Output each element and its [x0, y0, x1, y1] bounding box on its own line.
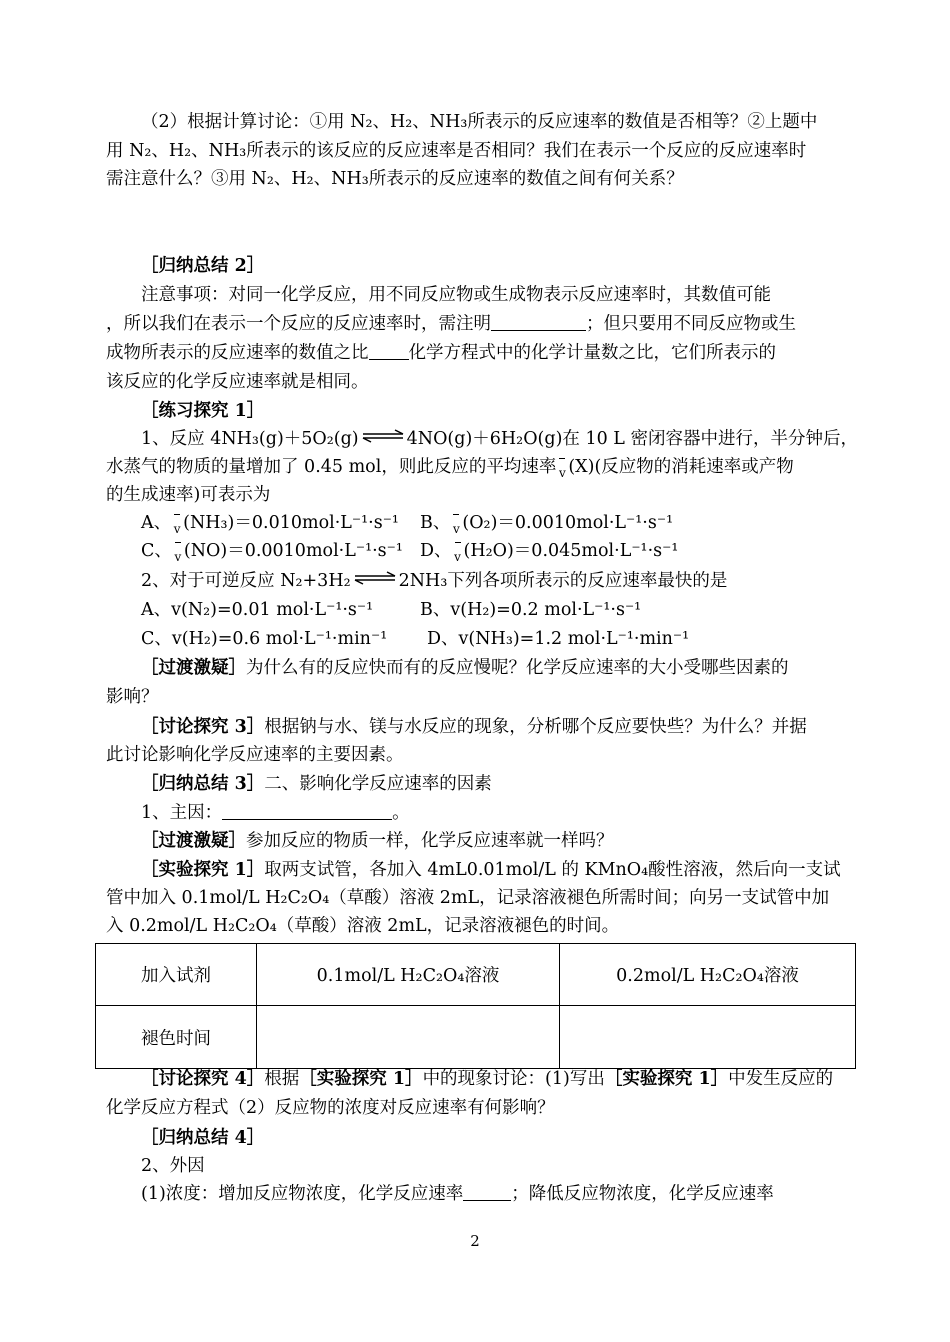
discussion-2-line-2: 用 N₂、H₂、NH₃所表示的该反应的反应速率是否相同？我们在表示一个反应的反应速率时	[106, 141, 807, 161]
practice-q1-products: 4NO(g)＋6H₂O(g)在 10 L 密闭容器中进行，半分钟后，	[406, 429, 858, 449]
discussion-3-text: 根据钠与水、镁与水反应的现象，分析哪个反应要快些？为什么？并据	[264, 717, 807, 737]
discussion-4-text: 根据	[264, 1069, 300, 1089]
summary-2-text-b: ；但只要用不同反应物或生	[586, 314, 796, 334]
summary-4-heading: ［归纳总结 4］	[141, 1128, 265, 1148]
equilibrium-arrow-icon	[359, 429, 407, 443]
summary-2-heading: ［归纳总结 2］	[141, 256, 265, 276]
discussion-2-line-1: （2）根据计算讨论：①用 N₂、H₂、NH₃所表示的反应速率的数值是否相等？②上题中	[141, 112, 818, 132]
experiment-reference: ［实验探究 1］	[604, 1069, 729, 1089]
summary-2-line-4: 该反应的化学反应速率就是相同。	[106, 372, 369, 392]
practice-q1-line-3: 的生成速率)可表示为	[106, 485, 271, 505]
transition-2-heading: ［过渡激疑］	[141, 831, 246, 851]
transition-1-heading: ［过渡激疑］	[141, 658, 246, 678]
main-cause-end: 。	[392, 803, 410, 823]
discussion-2-line-3: 需注意什么？③用 N₂、H₂、NH₃所表示的反应速率的数值之间有何关系？	[106, 169, 684, 189]
summary-2-line-2	[106, 311, 846, 337]
practice-q1-reactants: 1、反应 4NH₃(g)＋5O₂(g)	[141, 429, 359, 449]
option-b: (O₂)＝0.0010mol·L⁻¹·s⁻¹	[462, 513, 674, 533]
practice-q2-reactants: 2、对于可逆反应 N₂+3H₂	[141, 571, 351, 591]
answer-blank[interactable]	[491, 312, 586, 331]
option-a-label: A、	[141, 513, 172, 533]
experiment-reference: ［实验探究 1］	[299, 1069, 423, 1089]
transition-2-line	[141, 828, 881, 854]
discussion-3-heading: ［讨论探究 3］	[141, 717, 265, 737]
answer-blank[interactable]	[463, 1182, 511, 1201]
table-cell[interactable]	[257, 1006, 560, 1069]
summary-2-line-1: 注意事项：对同一化学反应，用不同反应物或生成物表示反应速率时，其数值可能	[141, 285, 771, 305]
q2-option-b: B、v(H₂)=0.2 mol·L⁻¹·s⁻¹	[420, 600, 642, 620]
main-cause-label: 1、主因：	[141, 803, 223, 823]
practice-1-heading: ［练习探究 1］	[141, 401, 265, 421]
summary-2-text-d: 化学方程式中的化学计量数之比，它们所表示的	[408, 343, 776, 363]
discussion-4-line-2: 化学反应方程式（2）反应物的浓度对反应速率有何影响？	[106, 1098, 555, 1118]
discussion-4-heading: ［讨论探究 4］	[141, 1069, 265, 1089]
option-b-label: B、	[420, 513, 451, 533]
concentration-text: (1)浓度：增加反应物浓度，化学反应速率	[141, 1184, 464, 1204]
summary-2-text-a: ，所以我们在表示一个反应的反应速率时，需注明	[106, 314, 491, 334]
concentration-text-2: ；降低反应物浓度，化学反应速率	[511, 1184, 774, 1204]
experiment-1-line-2: 管中加入 0.1mol/L H₂C₂O₄（草酸）溶液 2mL，记录溶液褪色所需时间；向另一支试管中加	[106, 888, 830, 908]
page-number: 2	[470, 1232, 480, 1250]
v-bar-symbol: v	[172, 544, 184, 570]
practice-q1-text-2: (X)(反应物的消耗速率或产物	[568, 457, 794, 477]
summary-2-text-c: 成物所表示的反应速率的数值之比	[106, 343, 369, 363]
discussion-3-line-1	[141, 714, 881, 740]
discussion-4-line-1	[141, 1066, 881, 1092]
transition-1-line-1	[141, 655, 881, 681]
practice-q2-text: 2NH₃下列各项所表示的反应速率最快的是	[398, 571, 728, 591]
practice-q1-line-1	[141, 426, 881, 452]
q2-option-a: A、v(N₂)=0.01 mol·L⁻¹·s⁻¹	[141, 600, 374, 620]
experiment-table	[95, 943, 856, 1069]
experiment-1-line-3: 入 0.2mol/L H₂C₂O₄（草酸）溶液 2mL，记录溶液褪色的时间。	[106, 916, 620, 936]
transition-1-text: 为什么有的反应快而有的反应慢呢？化学反应速率的大小受哪些因素的	[246, 658, 789, 678]
summary-3-text: 二、影响化学反应速率的因素	[264, 774, 492, 794]
practice-q1-options-cd	[141, 538, 881, 570]
summary-2-line-3	[106, 340, 846, 366]
transition-2-text: 参加反应的物质一样，化学反应速率就一样吗？	[246, 831, 614, 851]
v-bar-symbol: v	[450, 516, 462, 542]
v-bar-symbol: v	[556, 460, 568, 486]
table-cell: 0.2mol/L H₂C₂O₄溶液	[560, 944, 856, 1006]
v-bar-symbol: v	[171, 516, 183, 542]
discussion-4-text-2: 中的现象讨论：(1)写出	[422, 1069, 605, 1089]
option-c-label: C、	[141, 541, 172, 561]
summary-3-line	[141, 771, 881, 797]
transition-1-line-2: 影响？	[106, 687, 159, 707]
discussion-3-line-2: 此讨论影响化学反应速率的主要因素。	[106, 745, 404, 765]
main-cause-line	[141, 800, 881, 826]
table-cell[interactable]	[560, 1006, 856, 1069]
discussion-4-text-3: 中发生反应的	[728, 1069, 834, 1089]
table-cell: 加入试剂	[96, 944, 257, 1006]
table-cell: 0.1mol/L H₂C₂O₄溶液	[257, 944, 560, 1006]
answer-blank[interactable]	[369, 341, 409, 360]
option-c: (NO)＝0.0010mol·L⁻¹·s⁻¹	[183, 541, 403, 561]
option-a: (NH₃)＝0.010mol·L⁻¹·s⁻¹	[183, 513, 399, 533]
practice-q1-text: 水蒸气的物质的量增加了 0.45 mol，则此反应的平均速率	[106, 457, 557, 477]
experiment-1-heading: ［实验探究 1］	[141, 860, 265, 880]
practice-q2-options-cd	[141, 626, 881, 652]
v-bar-symbol: v	[452, 544, 464, 570]
table-row	[96, 1006, 856, 1069]
concentration-line	[141, 1181, 881, 1207]
option-d-label: D、	[420, 541, 452, 561]
external-factors-line: 2、外因	[141, 1156, 205, 1176]
option-d: (H₂O)＝0.045mol·L⁻¹·s⁻¹	[463, 541, 679, 561]
answer-blank[interactable]	[222, 801, 392, 820]
experiment-1-line-1	[141, 857, 881, 883]
q2-option-d: D、v(NH₃)=1.2 mol·L⁻¹·min⁻¹	[427, 629, 690, 649]
q2-option-c: C、v(H₂)=0.6 mol·L⁻¹·min⁻¹	[141, 629, 388, 649]
table-row	[96, 944, 856, 1006]
equilibrium-arrow-icon	[351, 571, 399, 585]
practice-q2-line-1	[141, 568, 881, 594]
table-cell: 褪色时间	[96, 1006, 257, 1069]
practice-q2-options-ab	[141, 597, 881, 623]
summary-3-heading: ［归纳总结 3］	[141, 774, 265, 794]
experiment-1-text: 取两支试管，各加入 4mL0.01mol/L 的 KMnO₄酸性溶液，然后向一支试	[264, 860, 841, 880]
